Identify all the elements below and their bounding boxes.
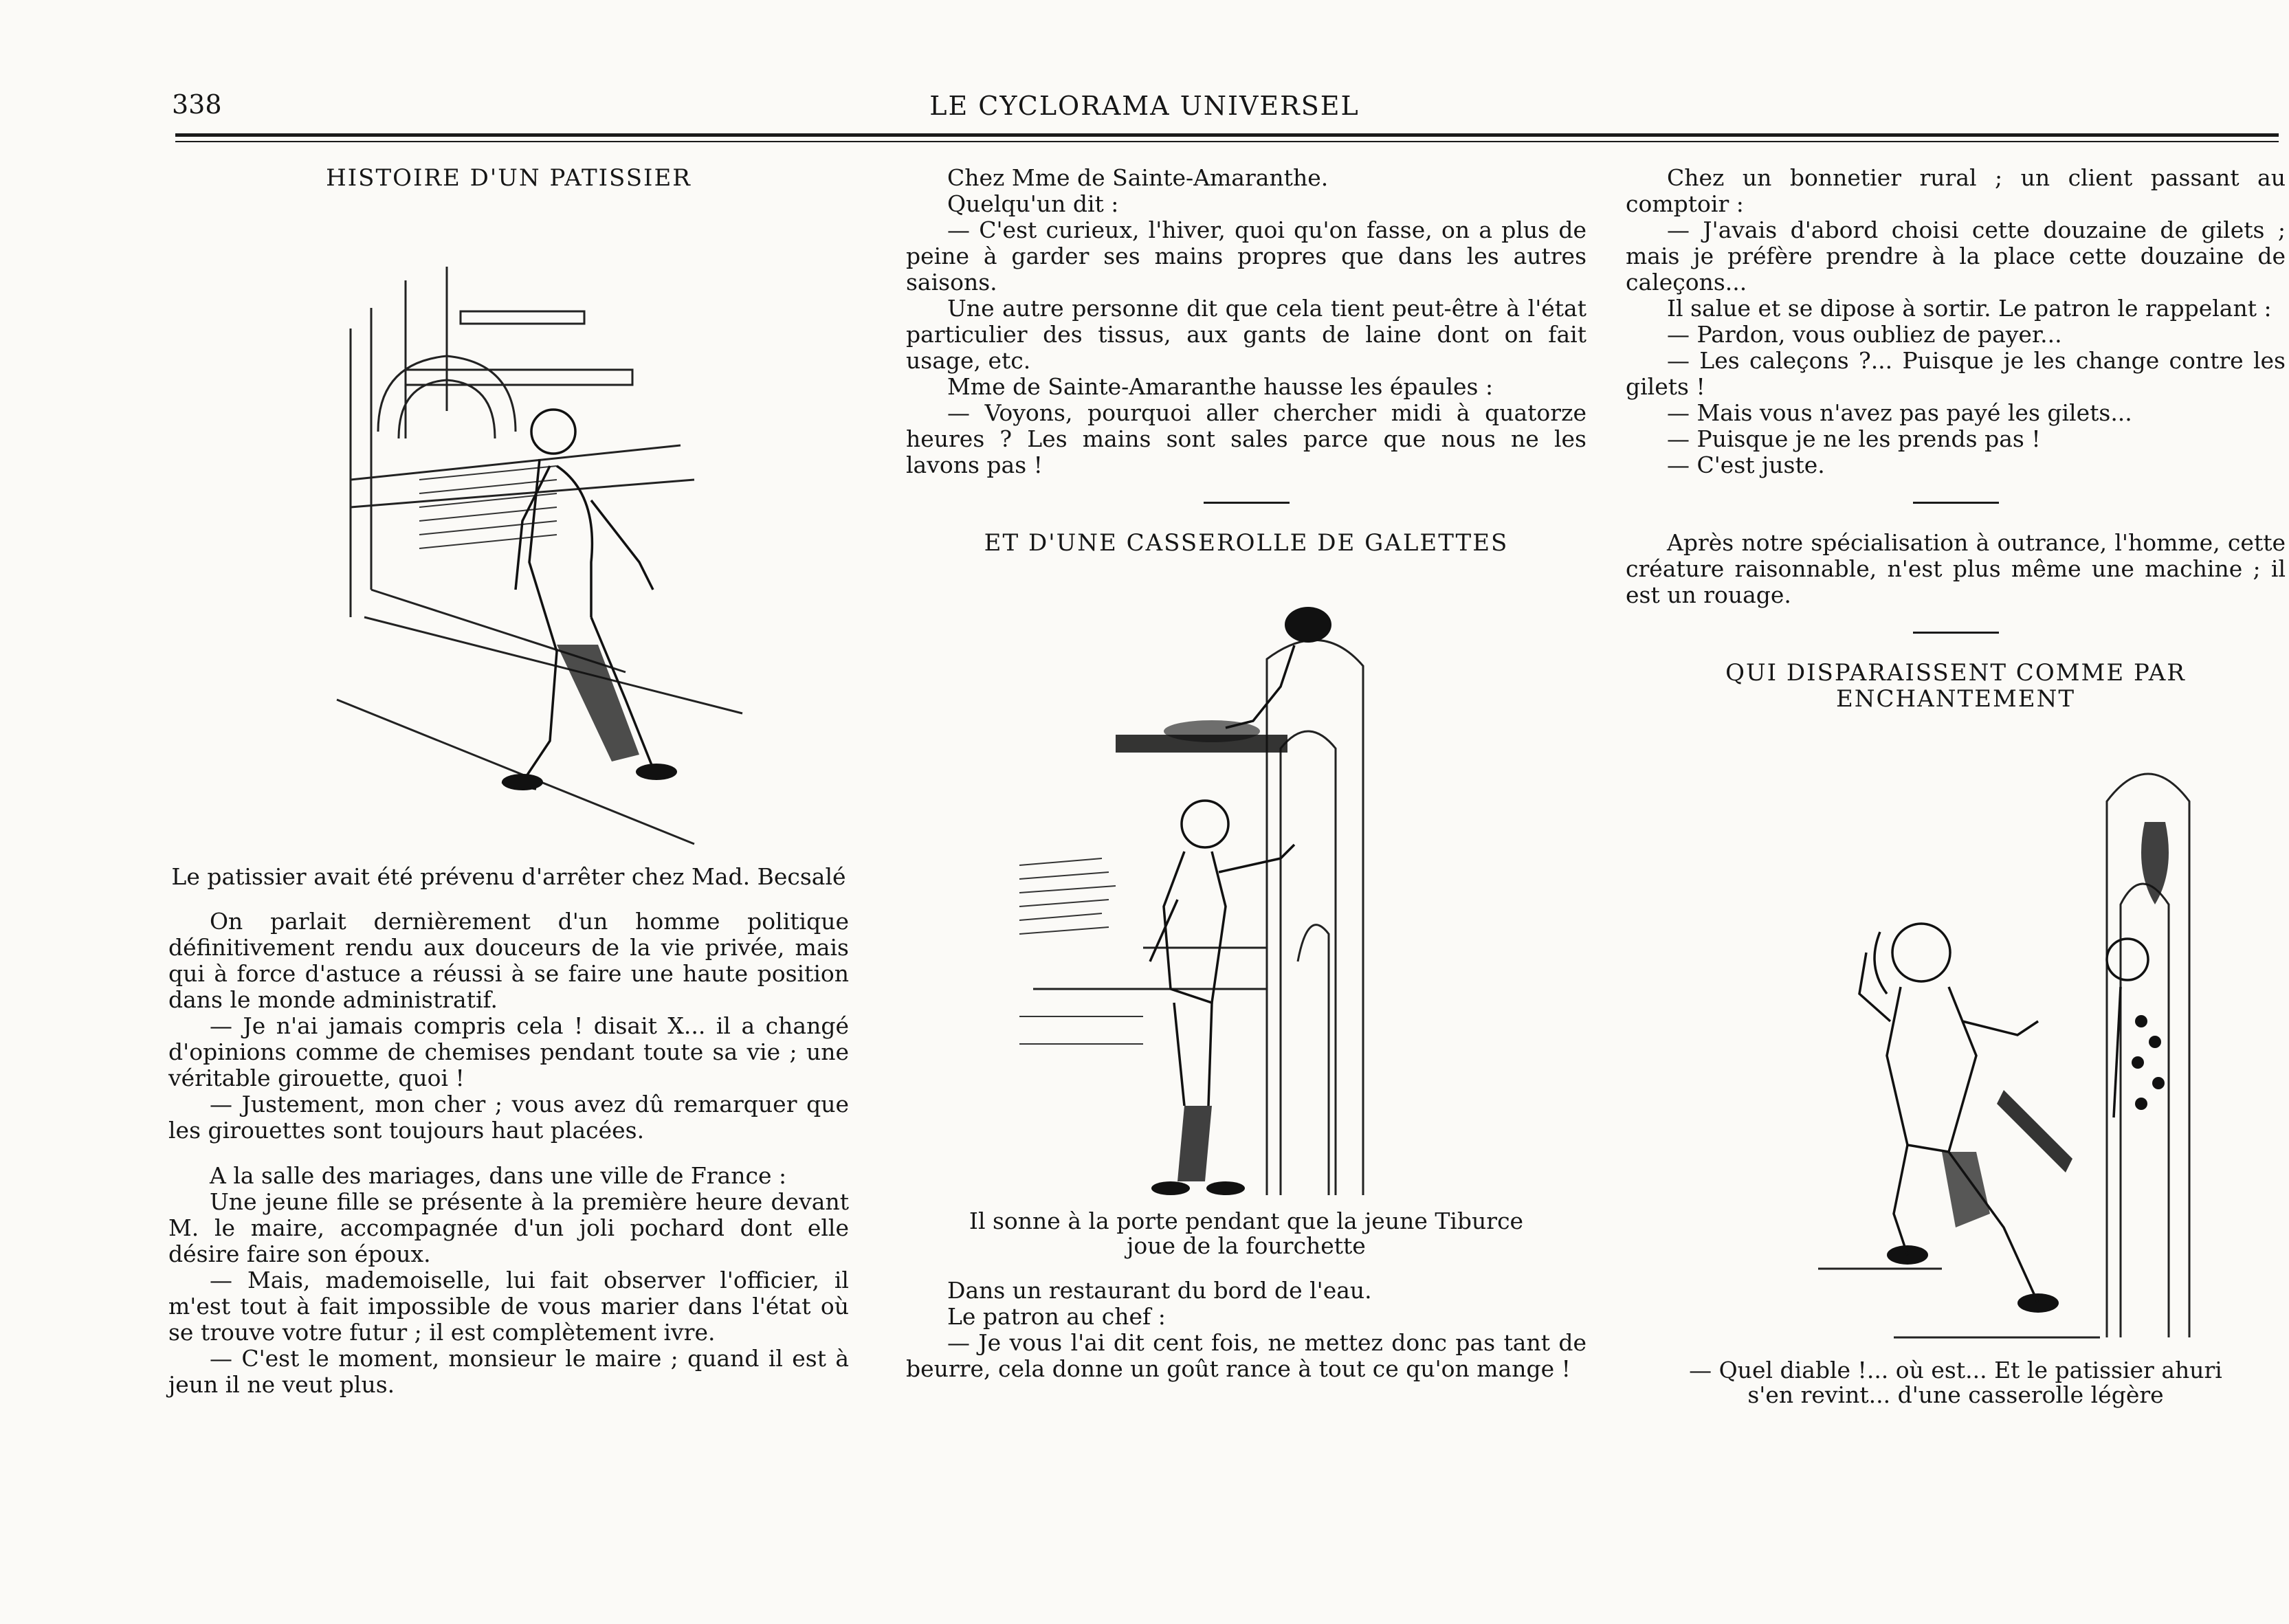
paragraph: Chez un bonnetier rural ; un client passant au comptoir : <box>1626 164 2286 217</box>
paragraph: Dans un restaurant du bord de l'eau. <box>947 1277 1372 1304</box>
paragraph: A la salle des mariages, dans une ville de France : <box>210 1162 787 1189</box>
heading-histoire: HISTOIRE D'UN PATISSIER <box>326 164 692 192</box>
paragraph: — C'est curieux, l'hiver, quoi qu'on fasse, on a plus de peine à garder ses mains propres que dans les autres saisons. <box>906 216 1586 296</box>
paragraph: — Je n'ai jamais compris cela ! disait X... il a changé d'opinions comme de chemises pendant toute sa vie ; une véritable girouette, quoi ! <box>168 1012 849 1091</box>
paragraph: — Voyons, pourquoi aller chercher midi à quatorze heures ? Les mains sont sales parce que nous ne les lavons pas ! <box>906 399 1586 478</box>
paragraph: On parlait dernièrement d'un homme politique définitivement rendu aux douceurs de la vie privée, mais qui à force d'astuce a réussi à se faire une haute position dans le monde administratif. <box>168 908 849 1013</box>
illustration-galettes <box>1006 577 1487 1202</box>
header-rule-thin <box>175 141 2279 142</box>
paragraph: Une autre personne dit que cela tient peut-être à l'état particulier des tissus, aux gants de laine dont on fait usage, etc. <box>906 295 1586 374</box>
paragraph: Quelqu'un dit : <box>947 190 1119 217</box>
page-number: 338 <box>172 89 222 120</box>
paragraph: Le patron au chef : <box>947 1303 1166 1330</box>
caption-tiburce: Il sonne à la porte pendant que la jeune Tiburce joue de la fourchette <box>969 1208 1524 1259</box>
paragraph: — Justement, mon cher ; vous avez dû remarquer que les girouettes sont toujours haut placées. <box>168 1091 849 1144</box>
paragraph: Une jeune fille se présente à la première heure devant M. le maire, accompagnée d'un joli pochard dont elle désire faire son époux. <box>168 1188 849 1267</box>
section-separator <box>1913 502 1999 504</box>
column-1 <box>168 165 849 1398</box>
paragraph: Mme de Sainte-Amaranthe hausse les épaules : <box>947 373 1494 400</box>
heading-enchantement: QUI DISPARAISSENT COMME PAR ENCHANTEMENT <box>1725 659 2186 713</box>
caption-enchantement: — Quel diable !... où est... Et le patissier ahuri s'en revint... d'une casserolle légère <box>1689 1357 2222 1408</box>
paragraph: — C'est juste. <box>1667 452 1825 478</box>
paragraph: Chez Mme de Sainte-Amaranthe. <box>947 164 1329 191</box>
illustration-enchantement <box>1715 733 2196 1344</box>
paragraph: Il salue et se dipose à sortir. Le patron le rappelant : <box>1667 295 2272 322</box>
paragraph: — C'est le moment, monsieur le maire ; quand il est à jeun il ne veut plus. <box>168 1345 849 1398</box>
column-3 <box>1626 165 2286 1408</box>
paragraph: — J'avais d'abord choisi cette douzaine de gilets ; mais je préfère prendre à la place cette douzaine de caleçons... <box>1626 216 2286 296</box>
paragraph: — Pardon, vous oubliez de payer... <box>1667 321 2062 348</box>
paragraph: — Mais, mademoiselle, lui fait observer l'officier, il m'est tout à fait impossible de vous marier dans l'état où se trouve votre futur ; il est complètement ivre. <box>168 1267 849 1346</box>
section-separator <box>1913 632 1999 634</box>
paragraph: — Les caleçons ?... Puisque je les change contre les gilets ! <box>1626 347 2286 400</box>
paragraph: — Je vous l'ai dit cent fois, ne mettez donc pas tant de beurre, cela donne un goût rance à tout ce qu'on mange ! <box>906 1329 1586 1382</box>
heading-casserolle: ET D'UNE CASSEROLLE DE GALETTES <box>984 529 1509 557</box>
caption-patissier: Le patissier avait été prévenu d'arrêter chez Mad. Becsalé <box>171 863 846 890</box>
paragraph: — Puisque je ne les prends pas ! <box>1667 425 2041 452</box>
paragraph: — Mais vous n'avez pas payé les gilets... <box>1667 399 2132 426</box>
paragraph: Après notre spécialisation à outrance, l'homme, cette créature raisonnable, n'est plus même une machine ; il est un rouage. <box>1626 529 2286 608</box>
header-rule-thick <box>175 133 2279 137</box>
column-2 <box>906 165 1586 1382</box>
illustration-patissier <box>268 205 749 851</box>
running-title: LE CYCLORAMA UNIVERSEL <box>929 91 1360 121</box>
section-separator <box>1204 502 1290 504</box>
